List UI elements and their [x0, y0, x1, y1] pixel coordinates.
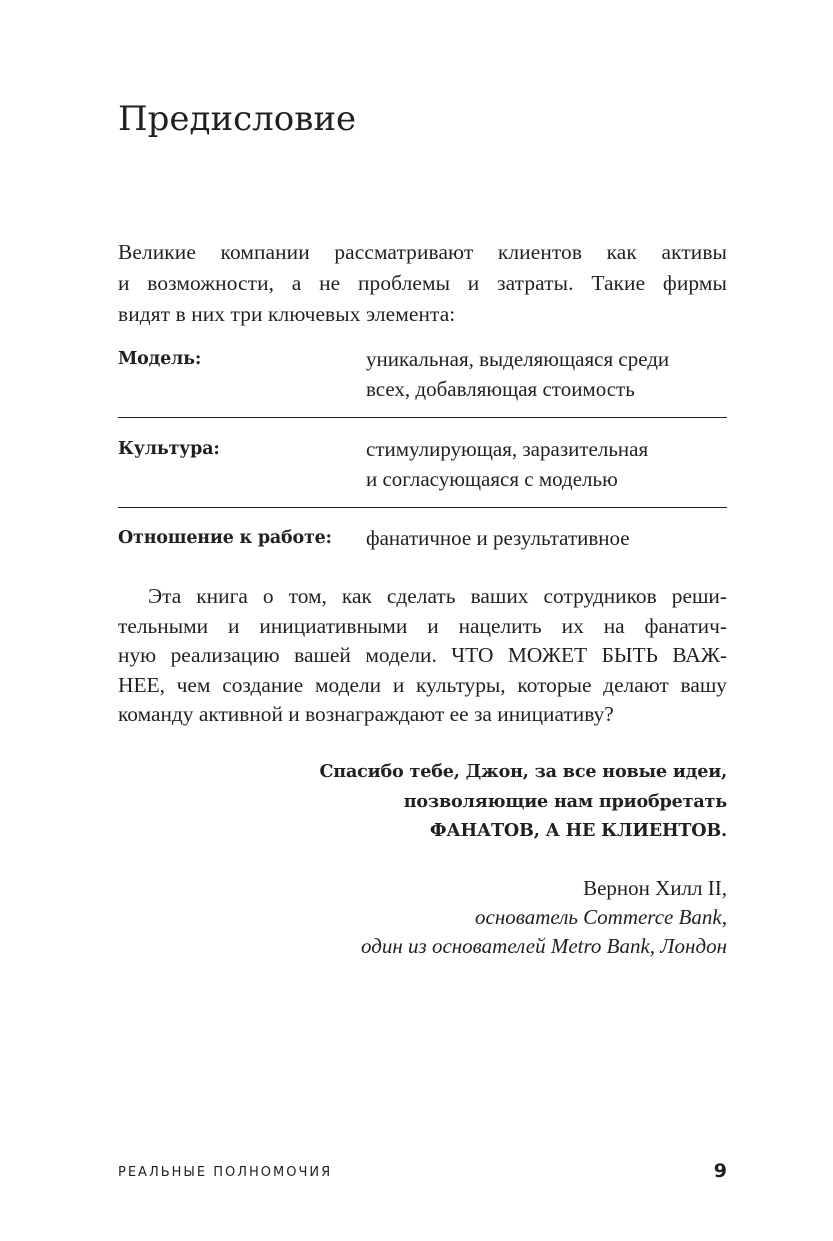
definition-line: фанатичное и результативное: [366, 526, 630, 550]
running-footer-title: РЕАЛЬНЫЕ ПОЛНОМОЧИЯ: [118, 1165, 333, 1180]
definition-term: Культура:: [118, 439, 220, 459]
definition-line: и согласующаяся с моделью: [366, 467, 618, 491]
definition-term: Отношение к работе:: [118, 528, 332, 548]
signature-block: [118, 874, 727, 961]
definitions-table: [118, 344, 727, 553]
definition-line: уникальная, выделяющаяся среди: [366, 347, 670, 371]
intro-line: Великие компании рассматривают клиентов как активы: [118, 240, 727, 264]
thanks-line: Спасибо тебе, Джон, за все новые идеи,: [319, 761, 727, 782]
definition-row-model: [118, 344, 727, 417]
signature-role: основатель Commerce Bank,: [475, 905, 727, 929]
body-paragraph: [118, 582, 727, 730]
body-line: тельными и инициативными и нацелить их на фанатич-: [118, 613, 727, 638]
body-line: команду активной и вознаграждают ее за инициативу?: [118, 702, 614, 726]
intro-paragraph: [118, 237, 727, 330]
intro-line: и возможности, а не проблемы и затраты. Такие фирмы: [118, 271, 727, 295]
definition-term: Модель:: [118, 349, 202, 369]
thanks-quote: [118, 757, 727, 846]
signature-role: один из основателей Metro Bank, Лондон: [360, 934, 727, 958]
book-page: [118, 0, 727, 1241]
body-line: ную реализацию вашей модели. ЧТО МОЖЕТ БЫТЬ ВАЖ-: [118, 643, 727, 667]
definition-row-attitude: [118, 508, 727, 553]
body-line: Эта книга о том, как сделать ваших сотрудников реши-: [148, 584, 727, 608]
page-number: 9: [713, 1160, 727, 1182]
definition-description: [366, 434, 727, 494]
intro-line: видят в них три ключевых элемента:: [118, 302, 456, 326]
definition-line: стимулирующая, заразительная: [366, 437, 649, 461]
page-title: Предисловие: [118, 99, 357, 139]
thanks-line: ФАНАТОВ, А НЕ КЛИЕНТОВ.: [429, 820, 727, 841]
definition-description: [366, 344, 727, 404]
body-line: НЕЕ, чем создание модели и культуры, которые делают вашу: [118, 672, 727, 697]
definition-line: всех, добавляющая стоимость: [366, 377, 635, 401]
thanks-line: позволяющие нам приобретать: [403, 790, 727, 812]
definition-description: [366, 523, 727, 553]
definition-row-culture: [118, 418, 727, 507]
signature-name: Вернон Хилл II,: [583, 876, 727, 900]
